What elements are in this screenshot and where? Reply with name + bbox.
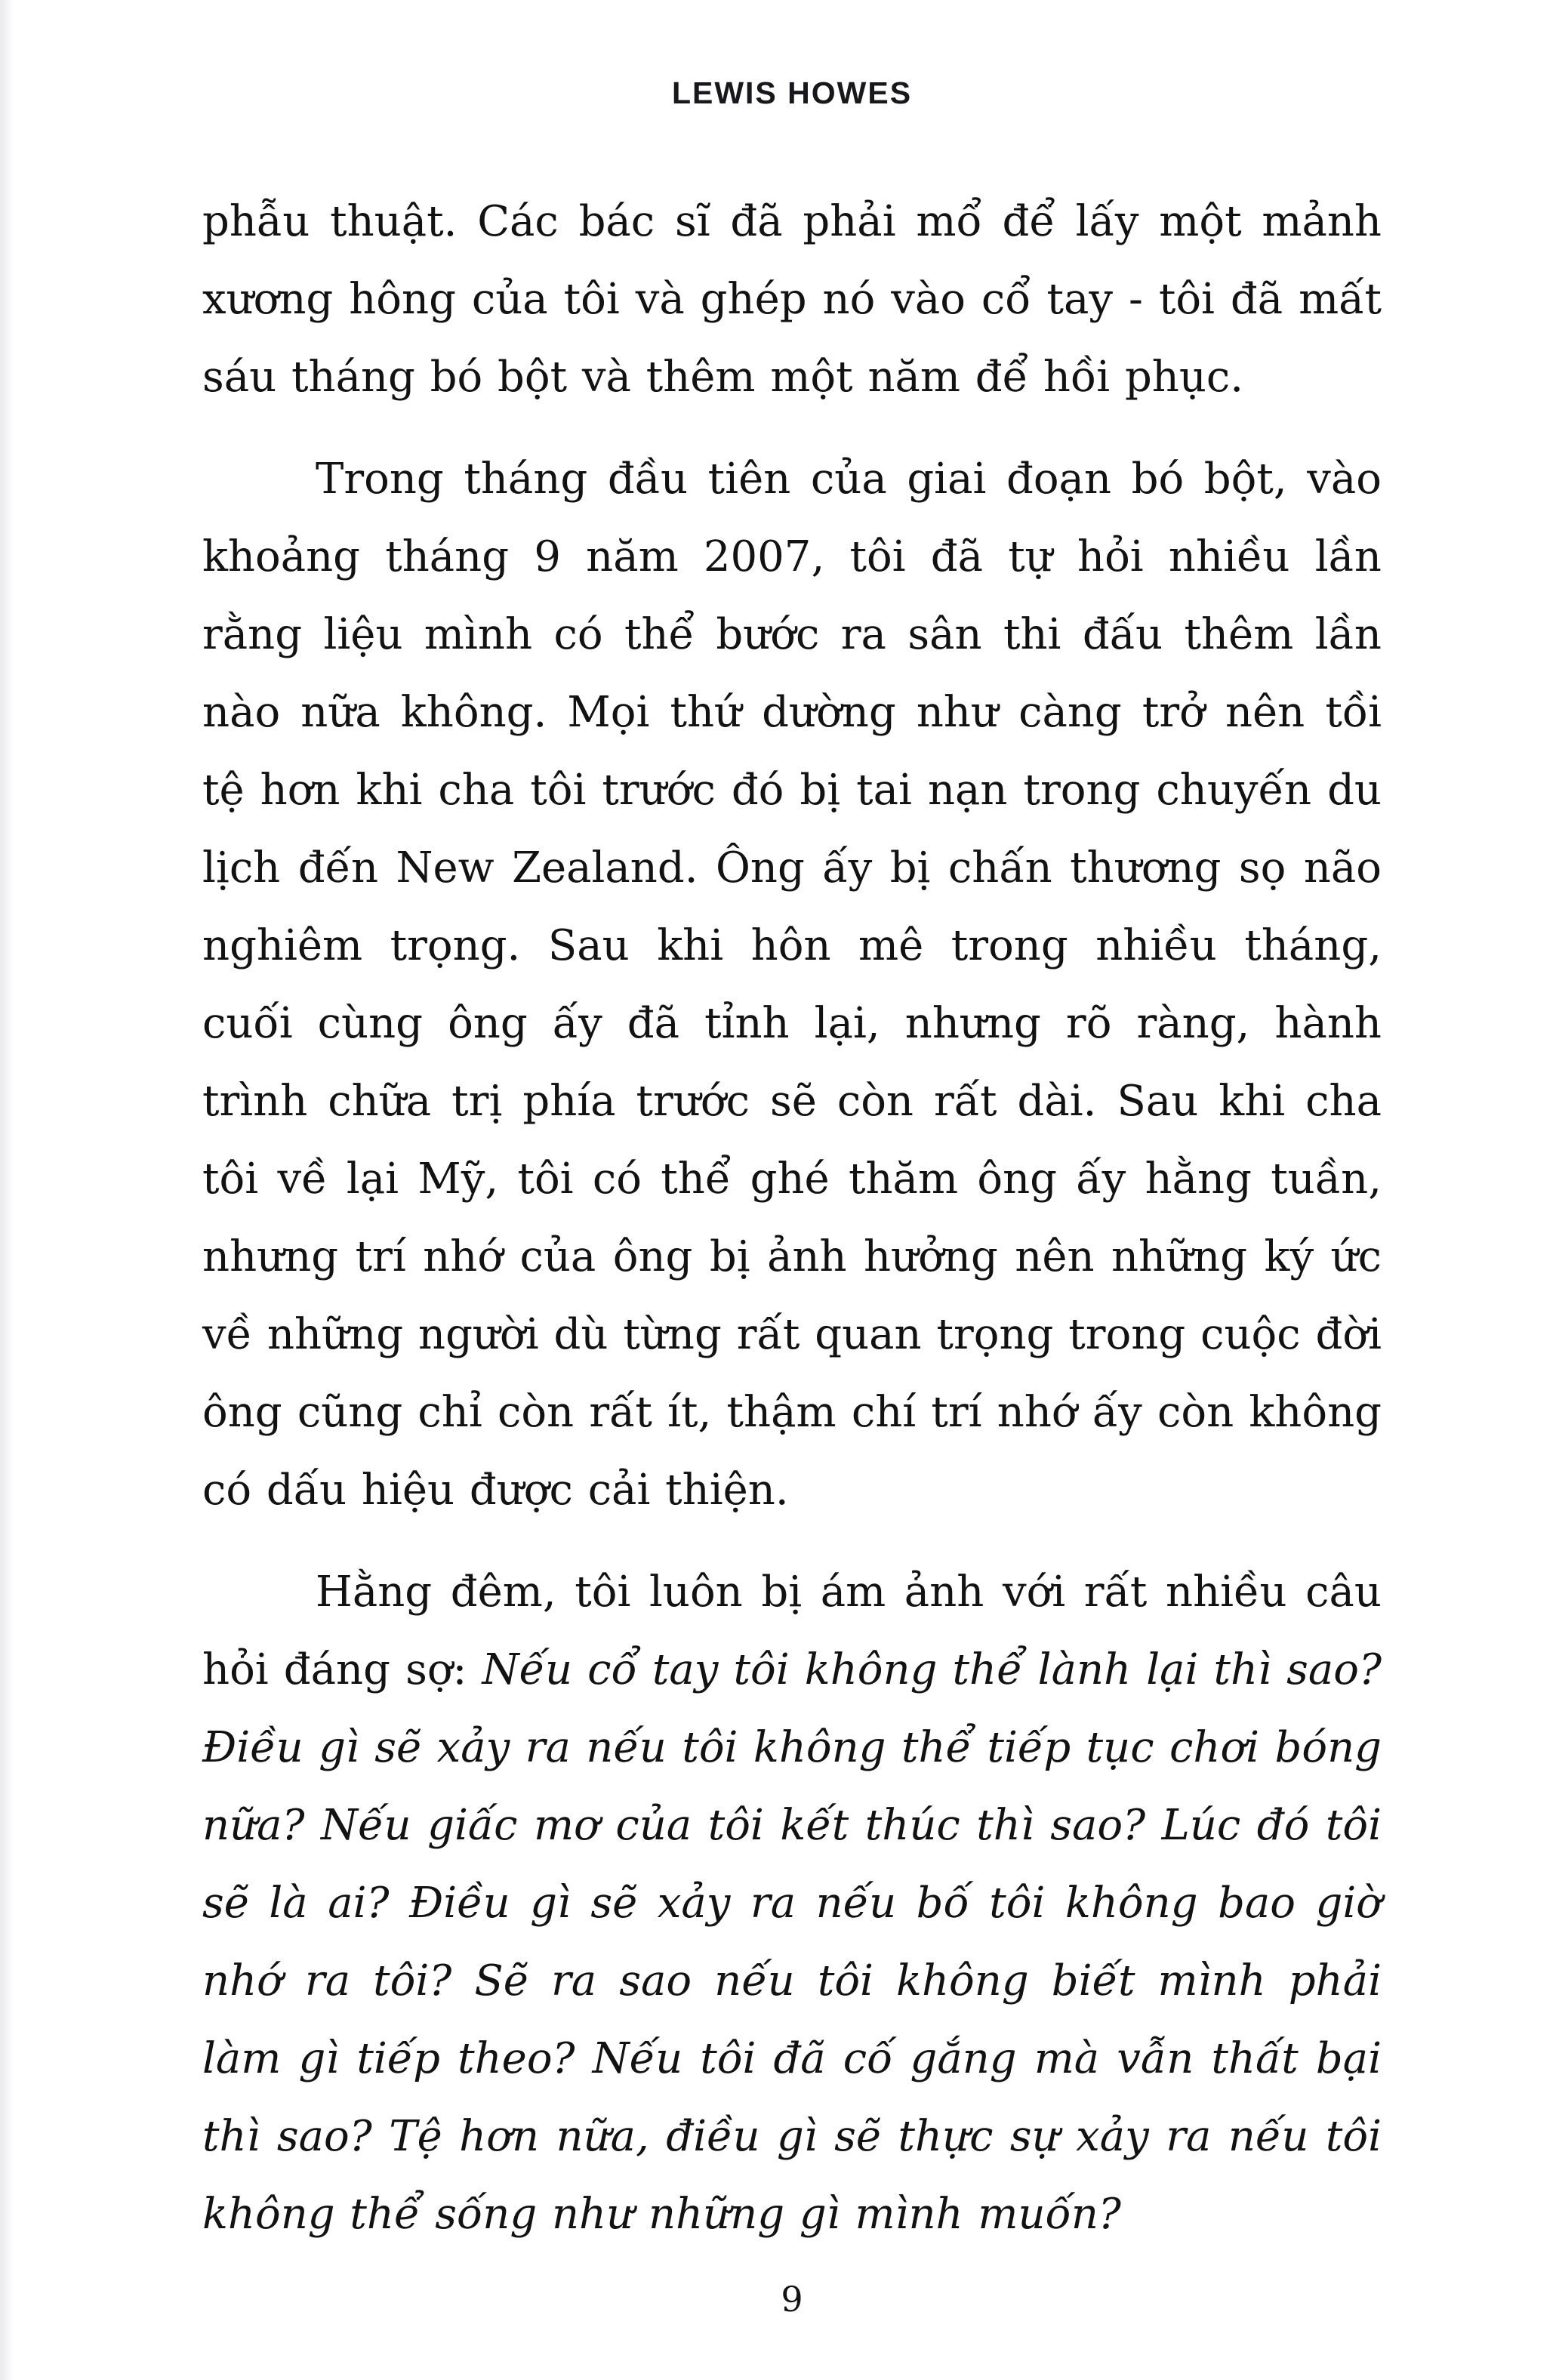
paragraph-continuation: phẫu thuật. Các bác sĩ đã phải mổ để lấy một mảnh xương hông của tôi và ghép nó vào cổ tay - tôi đã mất sáu tháng bó bột và thêm một năm để hồi phục. <box>202 197 1382 402</box>
page-number: 9 <box>781 2279 803 2320</box>
running-header: LEWIS HOWES <box>671 76 913 110</box>
paragraph-cast-period: Trong tháng đầu tiên của giai đoạn bó bột, vào khoảng tháng 9 năm 2007, tôi đã tự hỏi nhiều lần rằng liệu mình có thể bước ra sân thi đấu thêm lần nào nữa không. Mọi thứ dường như càng trở nên tồi tệ hơn khi cha tôi trước đó bị tai nạn trong chuyến du lịch đến New Zealand. Ông ấy bị chấn thương sọ não nghiêm trọng. Sau khi hôn mê trong nhiều tháng, cuối cùng ông ấy đã tỉnh lại, nhưng rõ ràng, hành trình chữa trị phía trước sẽ còn rất dài. Sau khi cha tôi về lại Mỹ, tôi có thể ghé thăm ông ấy hằng tuần, nhưng trí nhớ của ông bị ảnh hưởng nên những ký ức về những người dù từng rất quan trọng trong cuộc đời ông cũng chỉ còn rất ít, thậm chí trí nhớ ấy còn không có dấu hiệu được cải thiện. <box>202 455 1382 1515</box>
scan-edge-shadow <box>0 0 14 2380</box>
paragraph-night-questions-lead: Hằng đêm, tôi luôn bị ám ảnh với rất nhiều câu hỏi đáng sợ: <box>202 1568 1382 1694</box>
body-text <box>202 183 1382 2277</box>
paragraph-night-questions-italic: Nếu cổ tay tôi không thể lành lại thì sao? Điều gì sẽ xảy ra nếu tôi không thể tiếp tục chơi bóng nữa? Nếu giấc mơ của tôi kết thúc thì sao? Lúc đó tôi sẽ là ai? Điều gì sẽ xảy ra nếu bố tôi không bao giờ nhớ ra tôi? Sẽ ra sao nếu tôi không biết mình phải làm gì tiếp theo? Nếu tôi đã cố gắng mà vẫn thất bại thì sao? Tệ hơn nữa, điều gì sẽ thực sự xảy ra nếu tôi không thể sống như những gì mình muốn? <box>202 1645 1382 2239</box>
paragraph-night-questions <box>202 1553 1382 2253</box>
